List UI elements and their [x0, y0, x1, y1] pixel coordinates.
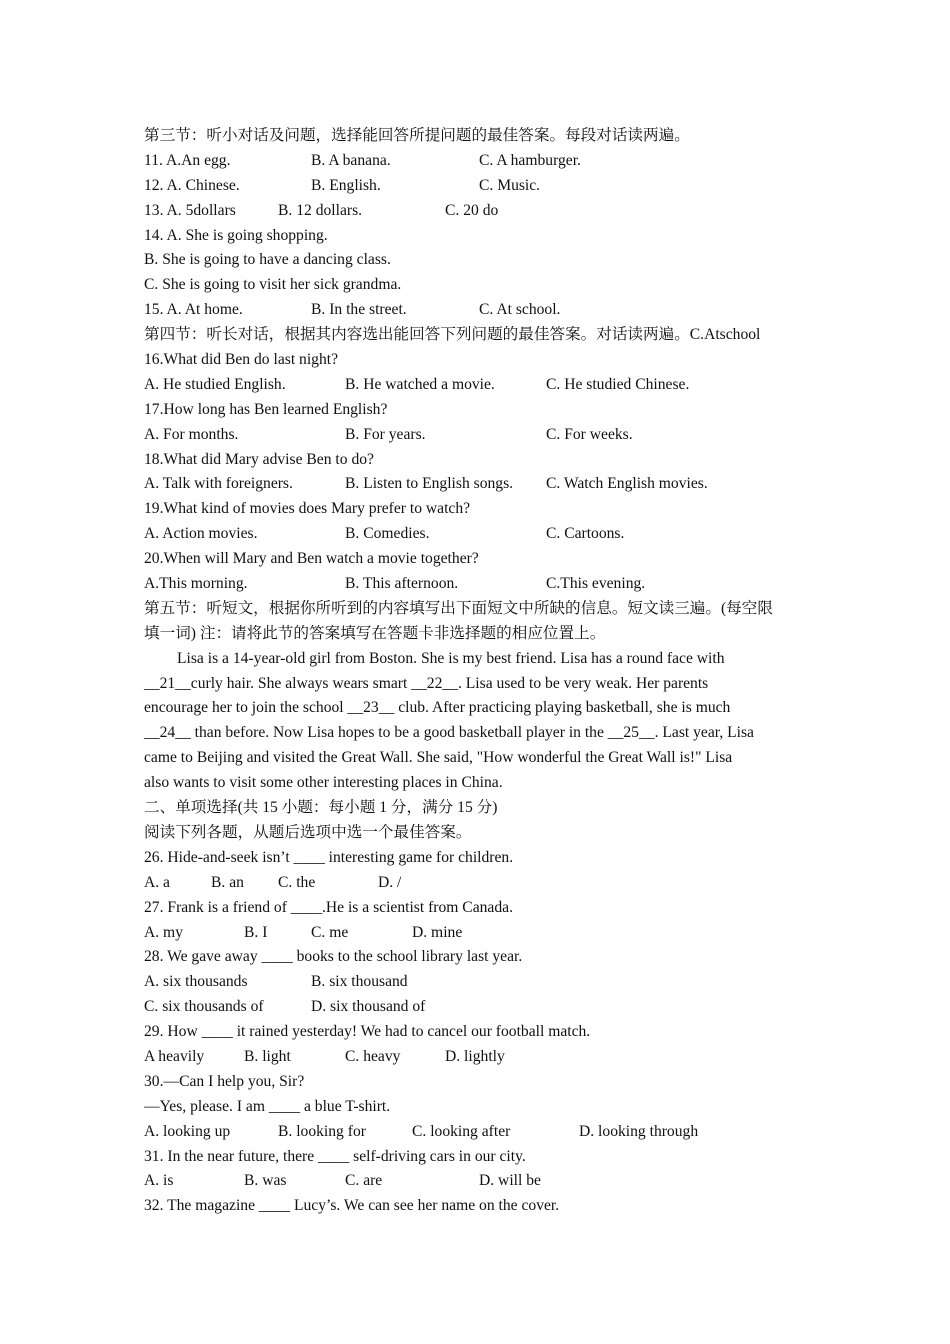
question-32-stem: 32. The magazine ____ Lucy’s. We can see her name on the cover.	[144, 1197, 560, 1215]
q16-option-c: C. He studied Chinese.	[546, 375, 690, 393]
q19-option-c: C. Cartoons.	[546, 525, 625, 543]
question-12	[144, 174, 812, 199]
cloze-passage	[144, 647, 812, 796]
q27-option-a: A. my	[144, 923, 183, 941]
question-15	[144, 298, 812, 323]
section-3-heading: 第三节：听小对话及问题，选择能回答所提问题的最佳答案。每段对话读两遍。	[144, 127, 690, 144]
question-16-options	[144, 373, 812, 398]
question-17-stem: 17.How long has Ben learned English?	[144, 400, 388, 418]
q17-option-b: B. For years.	[345, 425, 426, 443]
q27-option-d: D. mine	[412, 923, 463, 941]
question-29-options	[144, 1045, 812, 1070]
q11-option-b: B. A banana.	[311, 151, 391, 169]
q27-option-b: B. I	[244, 923, 268, 941]
q12-option-a: 12. A. Chinese.	[144, 176, 240, 194]
question-14-option-a: 14. A. She is going shopping.	[144, 226, 328, 244]
question-29-stem: 29. How ____ it rained yesterday! We had to cancel our football match.	[144, 1023, 591, 1041]
question-14-option-c: C. She is going to visit her sick grandma.	[144, 276, 402, 294]
q27-option-c: C. me	[311, 923, 349, 941]
exam-page	[144, 124, 812, 1219]
q18-option-b: B. Listen to English songs.	[345, 475, 514, 493]
q20-option-c: C.This evening.	[546, 575, 646, 593]
question-28-options-cd	[144, 995, 812, 1020]
q28-option-b: B. six thousand	[311, 973, 408, 991]
q31-option-a: A. is	[144, 1172, 174, 1190]
q31-option-c: C. are	[345, 1172, 383, 1190]
question-18-stem: 18.What did Mary advise Ben to do?	[144, 450, 374, 468]
passage-line: __21__curly hair. She always wears smart __22__. Lisa used to be very weak. Her parents	[144, 674, 709, 692]
question-19-stem: 19.What kind of movies does Mary prefer to watch?	[144, 500, 471, 518]
question-31-stem: 31. In the near future, there ____ self-driving cars in our city.	[144, 1147, 526, 1165]
q26-option-b: B. an	[211, 873, 244, 891]
passage-line: came to Beijing and visited the Great Wall. She said, "How wonderful the Great Wall is!" Lisa	[144, 749, 733, 767]
q19-option-b: B. Comedies.	[345, 525, 430, 543]
q28-option-d: D. six thousand of	[311, 998, 426, 1016]
question-20-options	[144, 572, 812, 597]
question-27-options	[144, 921, 812, 946]
q28-option-a: A. six thousands	[144, 973, 248, 991]
q20-option-a: A.This morning.	[144, 575, 248, 593]
part-2-instruction: 阅读下列各题，从题后选项中选一个最佳答案。	[144, 823, 472, 841]
q31-option-d: D. will be	[479, 1172, 541, 1190]
q26-option-c: C. the	[278, 873, 316, 891]
q29-option-c: C. heavy	[345, 1047, 401, 1065]
q18-option-a: A. Talk with foreigners.	[144, 475, 293, 493]
section-4-heading: 第四节：听长对话，根据其内容选出能回答下列问题的最佳答案。对话读两遍。C.Atschool	[144, 326, 761, 344]
q29-option-d: D. lightly	[445, 1047, 505, 1065]
passage-line: also wants to visit some other interesting places in China.	[144, 774, 503, 792]
question-14-option-b: B. She is going to have a dancing class.	[144, 251, 391, 269]
q15-option-a: 15. A. At home.	[144, 301, 243, 319]
q12-option-c: C. Music.	[479, 176, 541, 194]
q16-option-a: A. He studied English.	[144, 375, 286, 393]
q26-option-a: A. a	[144, 873, 170, 891]
q13-option-c: C. 20 do	[445, 201, 499, 219]
q18-option-c: C. Watch English movies.	[546, 475, 708, 493]
q28-option-c: C. six thousands of	[144, 998, 264, 1016]
q20-option-b: B. This afternoon.	[345, 575, 459, 593]
q16-option-b: B. He watched a movie.	[345, 375, 495, 393]
question-30-options	[144, 1120, 812, 1145]
question-28-options-ab	[144, 970, 812, 995]
question-13	[144, 199, 812, 224]
part-2-heading: 二、单项选择(共 15 小题：每小题 1 分，满分 15 分)	[144, 799, 498, 817]
q17-option-a: A. For months.	[144, 425, 239, 443]
passage-line: Lisa is a 14-year-old girl from Boston. She is my best friend. Lisa has a round face with	[177, 649, 725, 667]
q19-option-a: A. Action movies.	[144, 525, 258, 543]
q15-option-b: B. In the street.	[311, 301, 407, 319]
q30-option-a: A. looking up	[144, 1122, 231, 1140]
question-30-stem-2: —Yes, please. I am ____ a blue T-shirt.	[144, 1097, 391, 1115]
q26-option-d: D. /	[378, 873, 402, 891]
question-11	[144, 149, 812, 174]
question-27-stem: 27. Frank is a friend of ____.He is a scientist from Canada.	[144, 898, 513, 916]
q30-option-d: D. looking through	[579, 1122, 699, 1140]
q13-option-a: 13. A. 5dollars	[144, 201, 236, 219]
question-30-stem-1: 30.—Can I help you, Sir?	[144, 1072, 305, 1090]
q29-option-b: B. light	[244, 1047, 291, 1065]
q11-option-a: 11. A.An egg.	[144, 151, 231, 169]
q12-option-b: B. English.	[311, 176, 381, 194]
question-26-options	[144, 871, 812, 896]
question-17-options	[144, 423, 812, 448]
question-26-stem: 26. Hide-and-seek isn’t ____ interesting game for children.	[144, 848, 514, 866]
q11-option-c: C. A hamburger.	[479, 151, 581, 169]
question-18-options	[144, 472, 812, 497]
section-5-heading-line-2: 填一词) 注：请将此节的答案填写在答题卡非选择题的相应位置上。	[144, 624, 606, 642]
q31-option-b: B. was	[244, 1172, 287, 1190]
question-31-options	[144, 1169, 812, 1194]
passage-line: __24__ than before. Now Lisa hopes to be a good basketball player in the __25__. Last year, Lisa	[144, 724, 754, 742]
question-28-stem: 28. We gave away ____ books to the school library last year.	[144, 948, 523, 966]
passage-line: encourage her to join the school __23__ club. After practicing playing basketball, she is much	[144, 699, 731, 717]
question-19-options	[144, 522, 812, 547]
q15-option-c: C. At school.	[479, 301, 561, 319]
q30-option-c: C. looking after	[412, 1122, 511, 1140]
q13-option-b: B. 12 dollars.	[278, 201, 363, 219]
section-5-heading-line-1: 第五节：听短文，根据你所听到的内容填写出下面短文中所缺的信息。短文读三遍。(每空限	[144, 599, 773, 617]
question-20-stem: 20.When will Mary and Ben watch a movie together?	[144, 550, 479, 568]
q30-option-b: B. looking for	[278, 1122, 366, 1140]
q29-option-a: A heavily	[144, 1047, 205, 1065]
question-16-stem: 16.What did Ben do last night?	[144, 351, 339, 369]
q17-option-c: C. For weeks.	[546, 425, 633, 443]
